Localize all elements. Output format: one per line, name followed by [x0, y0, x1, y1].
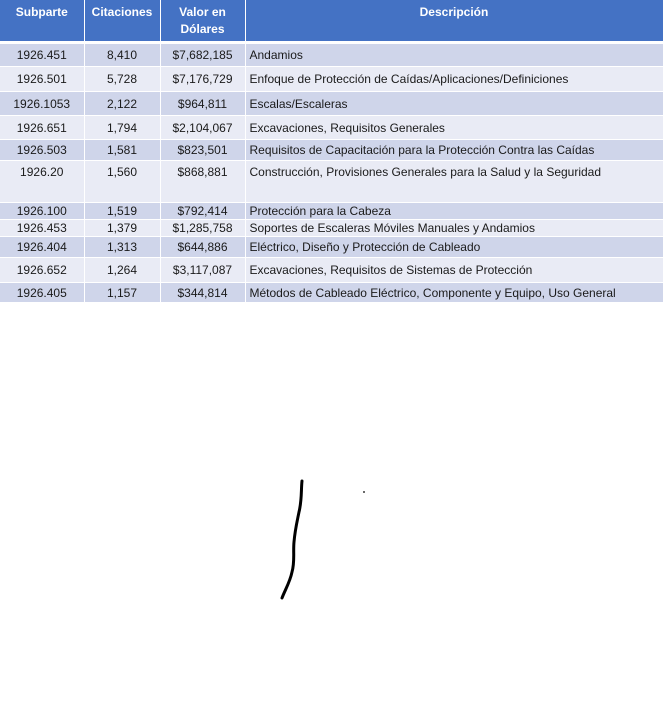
cell-citaciones: 1,313 [84, 237, 160, 258]
header-descripcion: Descripción [245, 0, 663, 43]
cell-valor: $964,811 [160, 92, 245, 116]
cell-citaciones: 2,122 [84, 92, 160, 116]
cell-descripcion: Escalas/Escaleras [245, 92, 663, 116]
cell-citaciones: 1,519 [84, 203, 160, 220]
cell-subparte: 1926.451 [0, 43, 84, 67]
cell-valor: $7,176,729 [160, 67, 245, 92]
header-subparte: Subparte [0, 0, 84, 43]
cell-descripcion: Construcción, Provisiones Generales para la Salud y la Seguridad [245, 161, 663, 203]
cell-valor: $2,104,067 [160, 116, 245, 140]
cell-valor: $868,881 [160, 161, 245, 203]
cell-subparte: 1926.20 [0, 161, 84, 203]
cell-valor: $823,501 [160, 140, 245, 161]
cell-citaciones: 1,264 [84, 258, 160, 283]
table-row [0, 92, 663, 116]
cell-subparte: 1926.503 [0, 140, 84, 161]
cell-subparte: 1926.501 [0, 67, 84, 92]
table-row [0, 203, 663, 220]
cell-descripcion: Excavaciones, Requisitos de Sistemas de Protección [245, 258, 663, 283]
cell-descripcion: Excavaciones, Requisitos Generales [245, 116, 663, 140]
table-row [0, 140, 663, 161]
cell-valor: $7,682,185 [160, 43, 245, 67]
cell-citaciones: 5,728 [84, 67, 160, 92]
cell-valor: $1,285,758 [160, 220, 245, 237]
cell-descripcion: Andamios [245, 43, 663, 67]
cell-descripcion: Eléctrico, Diseño y Protección de Cableado [245, 237, 663, 258]
cell-subparte: 1926.651 [0, 116, 84, 140]
cell-descripcion: Soportes de Escaleras Móviles Manuales y Andamios [245, 220, 663, 237]
table-row [0, 43, 663, 67]
table-row [0, 237, 663, 258]
header-valor: Valor en Dólares [160, 0, 245, 43]
citations-table [0, 0, 663, 303]
cell-subparte: 1926.453 [0, 220, 84, 237]
cell-citaciones: 8,410 [84, 43, 160, 67]
cell-subparte: 1926.652 [0, 258, 84, 283]
cell-descripcion: Enfoque de Protección de Caídas/Aplicaciones/Definiciones [245, 67, 663, 92]
cell-descripcion: Requisitos de Capacitación para la Protección Contra las Caídas [245, 140, 663, 161]
cell-valor: $344,814 [160, 283, 245, 303]
table-row [0, 283, 663, 303]
cell-citaciones: 1,581 [84, 140, 160, 161]
table-row [0, 220, 663, 237]
table-row [0, 161, 663, 203]
cell-valor: $792,414 [160, 203, 245, 220]
cell-citaciones: 1,794 [84, 116, 160, 140]
header-citaciones: Citaciones [84, 0, 160, 43]
cell-citaciones: 1,379 [84, 220, 160, 237]
pen-dot [363, 491, 365, 493]
cell-descripcion: Protección para la Cabeza [245, 203, 663, 220]
table-row [0, 258, 663, 283]
cell-subparte: 1926.100 [0, 203, 84, 220]
cell-subparte: 1926.1053 [0, 92, 84, 116]
cell-descripcion: Métodos de Cableado Eléctrico, Componente y Equipo, Uso General [245, 283, 663, 303]
table-row [0, 67, 663, 92]
cell-citaciones: 1,157 [84, 283, 160, 303]
table-row [0, 116, 663, 140]
cell-citaciones: 1,560 [84, 161, 160, 203]
cell-valor: $644,886 [160, 237, 245, 258]
cell-valor: $3,117,087 [160, 258, 245, 283]
pen-stroke-line [282, 481, 302, 598]
cell-subparte: 1926.404 [0, 237, 84, 258]
cell-subparte: 1926.405 [0, 283, 84, 303]
table-header-row [0, 0, 663, 43]
